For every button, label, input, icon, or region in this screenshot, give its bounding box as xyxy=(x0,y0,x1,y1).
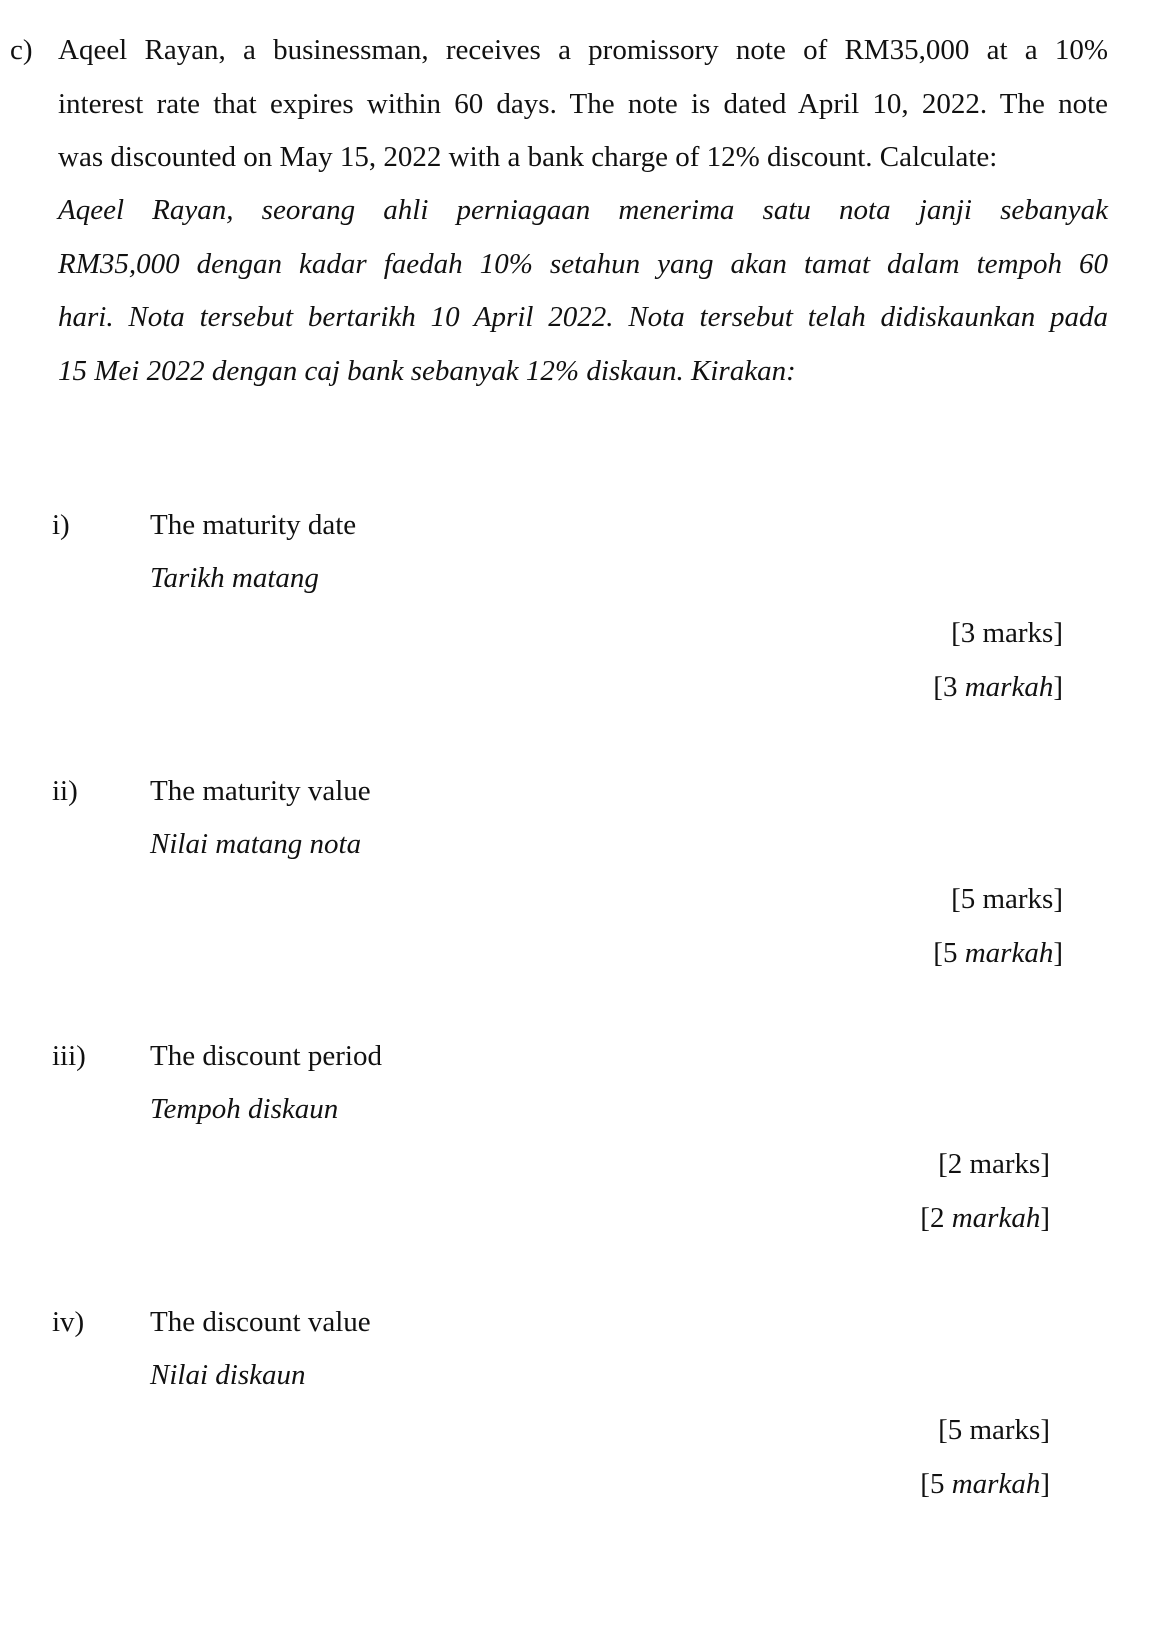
question-label: c) xyxy=(10,34,33,66)
malay-line-4: 15 Mei 2022 dengan caj bank sebanyak 12% diskaun. Kirakan: xyxy=(58,354,796,387)
subquestion-number: i) xyxy=(52,509,70,541)
subquestion-malay: Tarikh matang xyxy=(150,562,319,594)
subquestion-english: The discount value xyxy=(150,1306,371,1338)
english-line-1: Aqeel Rayan, a businessman, receives a promissory note of RM35,000 at a 10% xyxy=(58,34,1108,66)
subquestion-malay: Nilai diskaun xyxy=(150,1359,306,1391)
subquestion-number: ii) xyxy=(52,775,78,807)
subquestion-malay: Tempoh diskaun xyxy=(150,1093,339,1125)
subquestion-malay: Nilai matang nota xyxy=(150,828,362,860)
question-malay-text xyxy=(58,190,1108,404)
marks-malay: [2 markah] xyxy=(920,1202,1050,1234)
marks-english: [5 marks] xyxy=(938,1414,1050,1446)
english-line-2: interest rate that expires within 60 days. The note is dated April 10, 2022. The note xyxy=(58,87,1108,120)
subquestion-english: The maturity date xyxy=(150,509,357,541)
marks-english: [2 marks] xyxy=(938,1148,1050,1180)
malay-line-3: hari. Nota tersebut bertarikh 10 April 2022. Nota tersebut telah didiskaunkan pada xyxy=(58,301,1108,333)
marks-malay: [5 markah] xyxy=(920,1468,1050,1500)
subquestion-english: The discount period xyxy=(150,1040,382,1072)
subquestion-number: iii) xyxy=(52,1040,86,1072)
marks-malay: [5 markah] xyxy=(933,937,1063,969)
malay-line-1: Aqeel Rayan, seorang ahli perniagaan menerima satu nota janji sebanyak xyxy=(58,194,1108,226)
malay-line-2: RM35,000 dengan kadar faedah 10% setahun yang akan tamat dalam tempoh 60 xyxy=(58,247,1108,280)
question-english-text xyxy=(58,30,1108,191)
marks-english: [3 marks] xyxy=(951,617,1063,649)
marks-english: [5 marks] xyxy=(951,883,1063,915)
english-line-3: was discounted on May 15, 2022 with a bank charge of 12% discount. Calculate: xyxy=(58,141,998,173)
marks-malay: [3 markah] xyxy=(933,671,1063,703)
subquestion-number: iv) xyxy=(52,1306,85,1338)
subquestion-english: The maturity value xyxy=(150,775,371,807)
